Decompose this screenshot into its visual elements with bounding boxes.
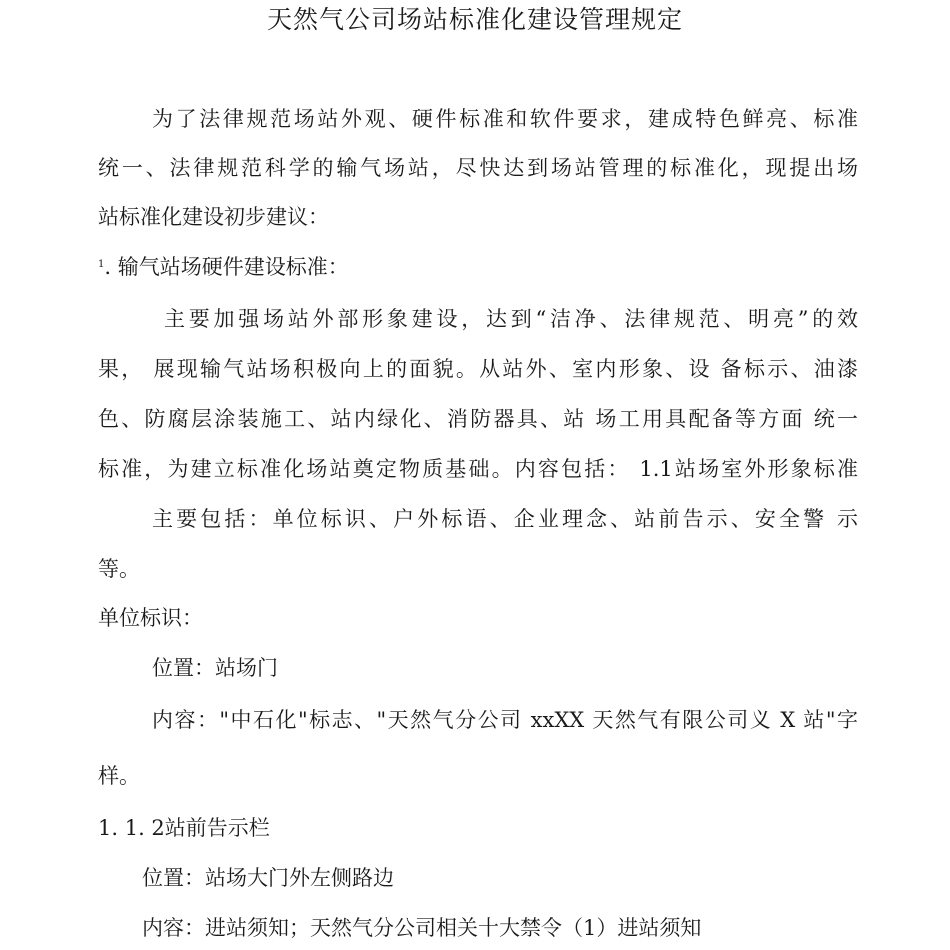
section-112-heading: 1. 1. 2站前告示栏 [98,816,270,840]
para1-line-4: 标准，为建立标准化场站奠定物质基础。内容包括： 1.1站场室外形象标准 [98,457,858,481]
unit-id-content-cont: 样。 [98,764,140,788]
para2-line-1: 主要包括：单位标识、户外标语、企业理念、站前告示、安全警 示 [152,507,858,531]
para1-line-2: 果， 展现输气站场积极向上的面貌。从站外、室内形象、设 备标示、油漆 [98,357,858,381]
unit-id-heading: 单位标识： [98,606,203,630]
section-112-position: 位置：站场大门外左侧路边 [142,866,394,890]
intro-line-3: 站标准化建设初步建议： [98,205,329,229]
section-1-heading-text: . 输气站场硬件建设标准： [104,255,349,279]
unit-id-position: 位置：站场门 [152,656,278,680]
section-1-heading [98,252,349,282]
intro-line-2: 统一、法律规范科学的输气场站，尽快达到场站管理的标准化，现提出场 [98,156,858,180]
unit-id-content: 内容："中石化"标志、"天然气分公司 xxXX 天然气有限公司义 X 站"字 [152,708,858,732]
document-title: 天然气公司场站标准化建设管理规定 [266,5,683,34]
para2-line-2: 等。 [98,557,140,581]
para1-line-1: 主要加强场站外部形象建设，达到“洁净、法律规范、明亮”的效 [164,307,858,331]
section-112-content: 内容：进站须知；天然气分公司相关十大禁令（1）进站须知 [142,916,702,940]
section-1-number: 1 [98,259,105,270]
para1-line-3: 色、防腐层涂装施工、站内绿化、消防器具、站 场工用具配备等方面 统一 [98,407,858,431]
intro-line-1: 为了法律规范场站外观、硬件标准和软件要求，建成特色鲜亮、标准 [152,107,858,131]
